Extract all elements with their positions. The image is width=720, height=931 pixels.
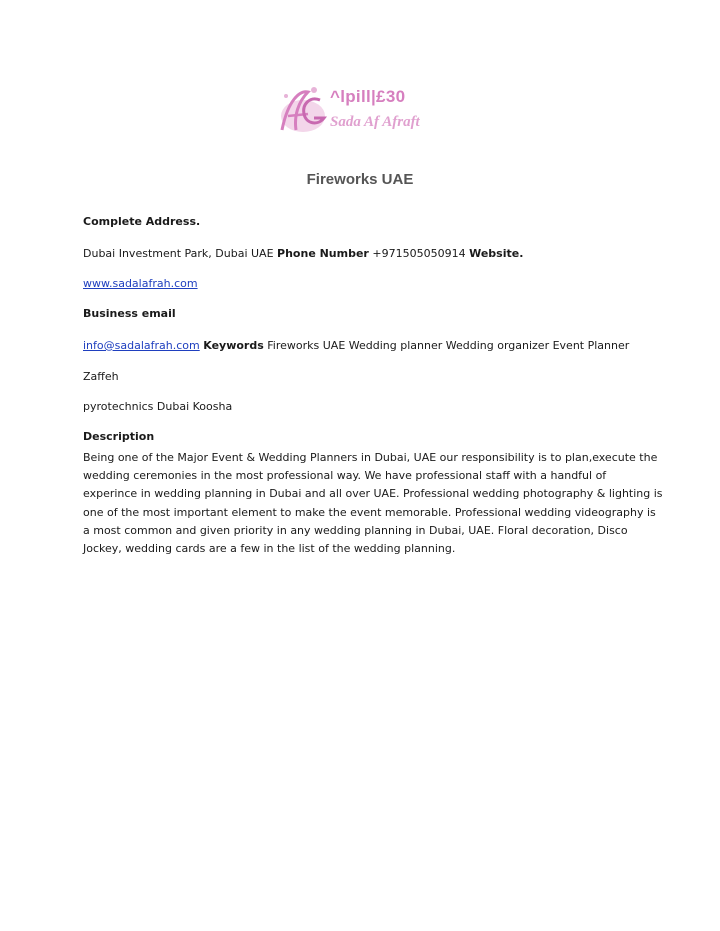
keyword-line-2: pyrotechnics Dubai Koosha	[83, 400, 233, 413]
page-title: Fireworks UAE	[306, 171, 414, 188]
keywords-label: Keywords	[203, 339, 264, 352]
website-label: Website.	[469, 247, 524, 260]
description-line: Being one of the Major Event & Wedding Planners in Dubai, UAE our responsibility is to plan,execute the	[83, 451, 658, 464]
logo-text-top: ^lpill|£30	[330, 87, 406, 106]
description-line: Jockey, wedding cards are a few in the list of the wedding planning.	[83, 541, 456, 555]
description-line: one of the most important element to make the event memorable. Professional wedding videography is	[83, 505, 656, 519]
description-line: wedding ceremonies in the most professional way. We have professional staff with a handful of	[83, 469, 607, 483]
address-line	[83, 246, 643, 262]
description-paragraph	[83, 449, 663, 558]
email-link[interactable]: info@sadalafrah.com	[83, 339, 200, 352]
description-line: experince in wedding planning in Dubai and all over UAE. Professional wedding photography & lighting is	[83, 487, 663, 501]
description-line: a most common and given priority in any wedding planning in Dubai, UAE. Floral decoration, Disco	[83, 523, 628, 537]
logo-text-bottom: Sada Af Afraft	[330, 114, 420, 130]
phone-value: +971505050914	[372, 247, 466, 260]
website-line	[83, 276, 643, 292]
description-heading: Description	[83, 430, 155, 443]
website-link[interactable]: www.sadalafrah.com	[83, 277, 198, 290]
email-heading: Business email	[83, 307, 176, 320]
email-line	[83, 338, 643, 354]
address-heading: Complete Address.	[83, 215, 201, 228]
phone-label: Phone Number	[277, 247, 369, 260]
keyword-line-1: Zaffeh	[83, 370, 119, 383]
keywords-value: Fireworks UAE Wedding planner Wedding organizer Event Planner	[267, 339, 630, 352]
company-logo	[274, 80, 444, 140]
monogram-logo-icon	[274, 80, 332, 138]
address-value: Dubai Investment Park, Dubai UAE	[83, 247, 274, 260]
